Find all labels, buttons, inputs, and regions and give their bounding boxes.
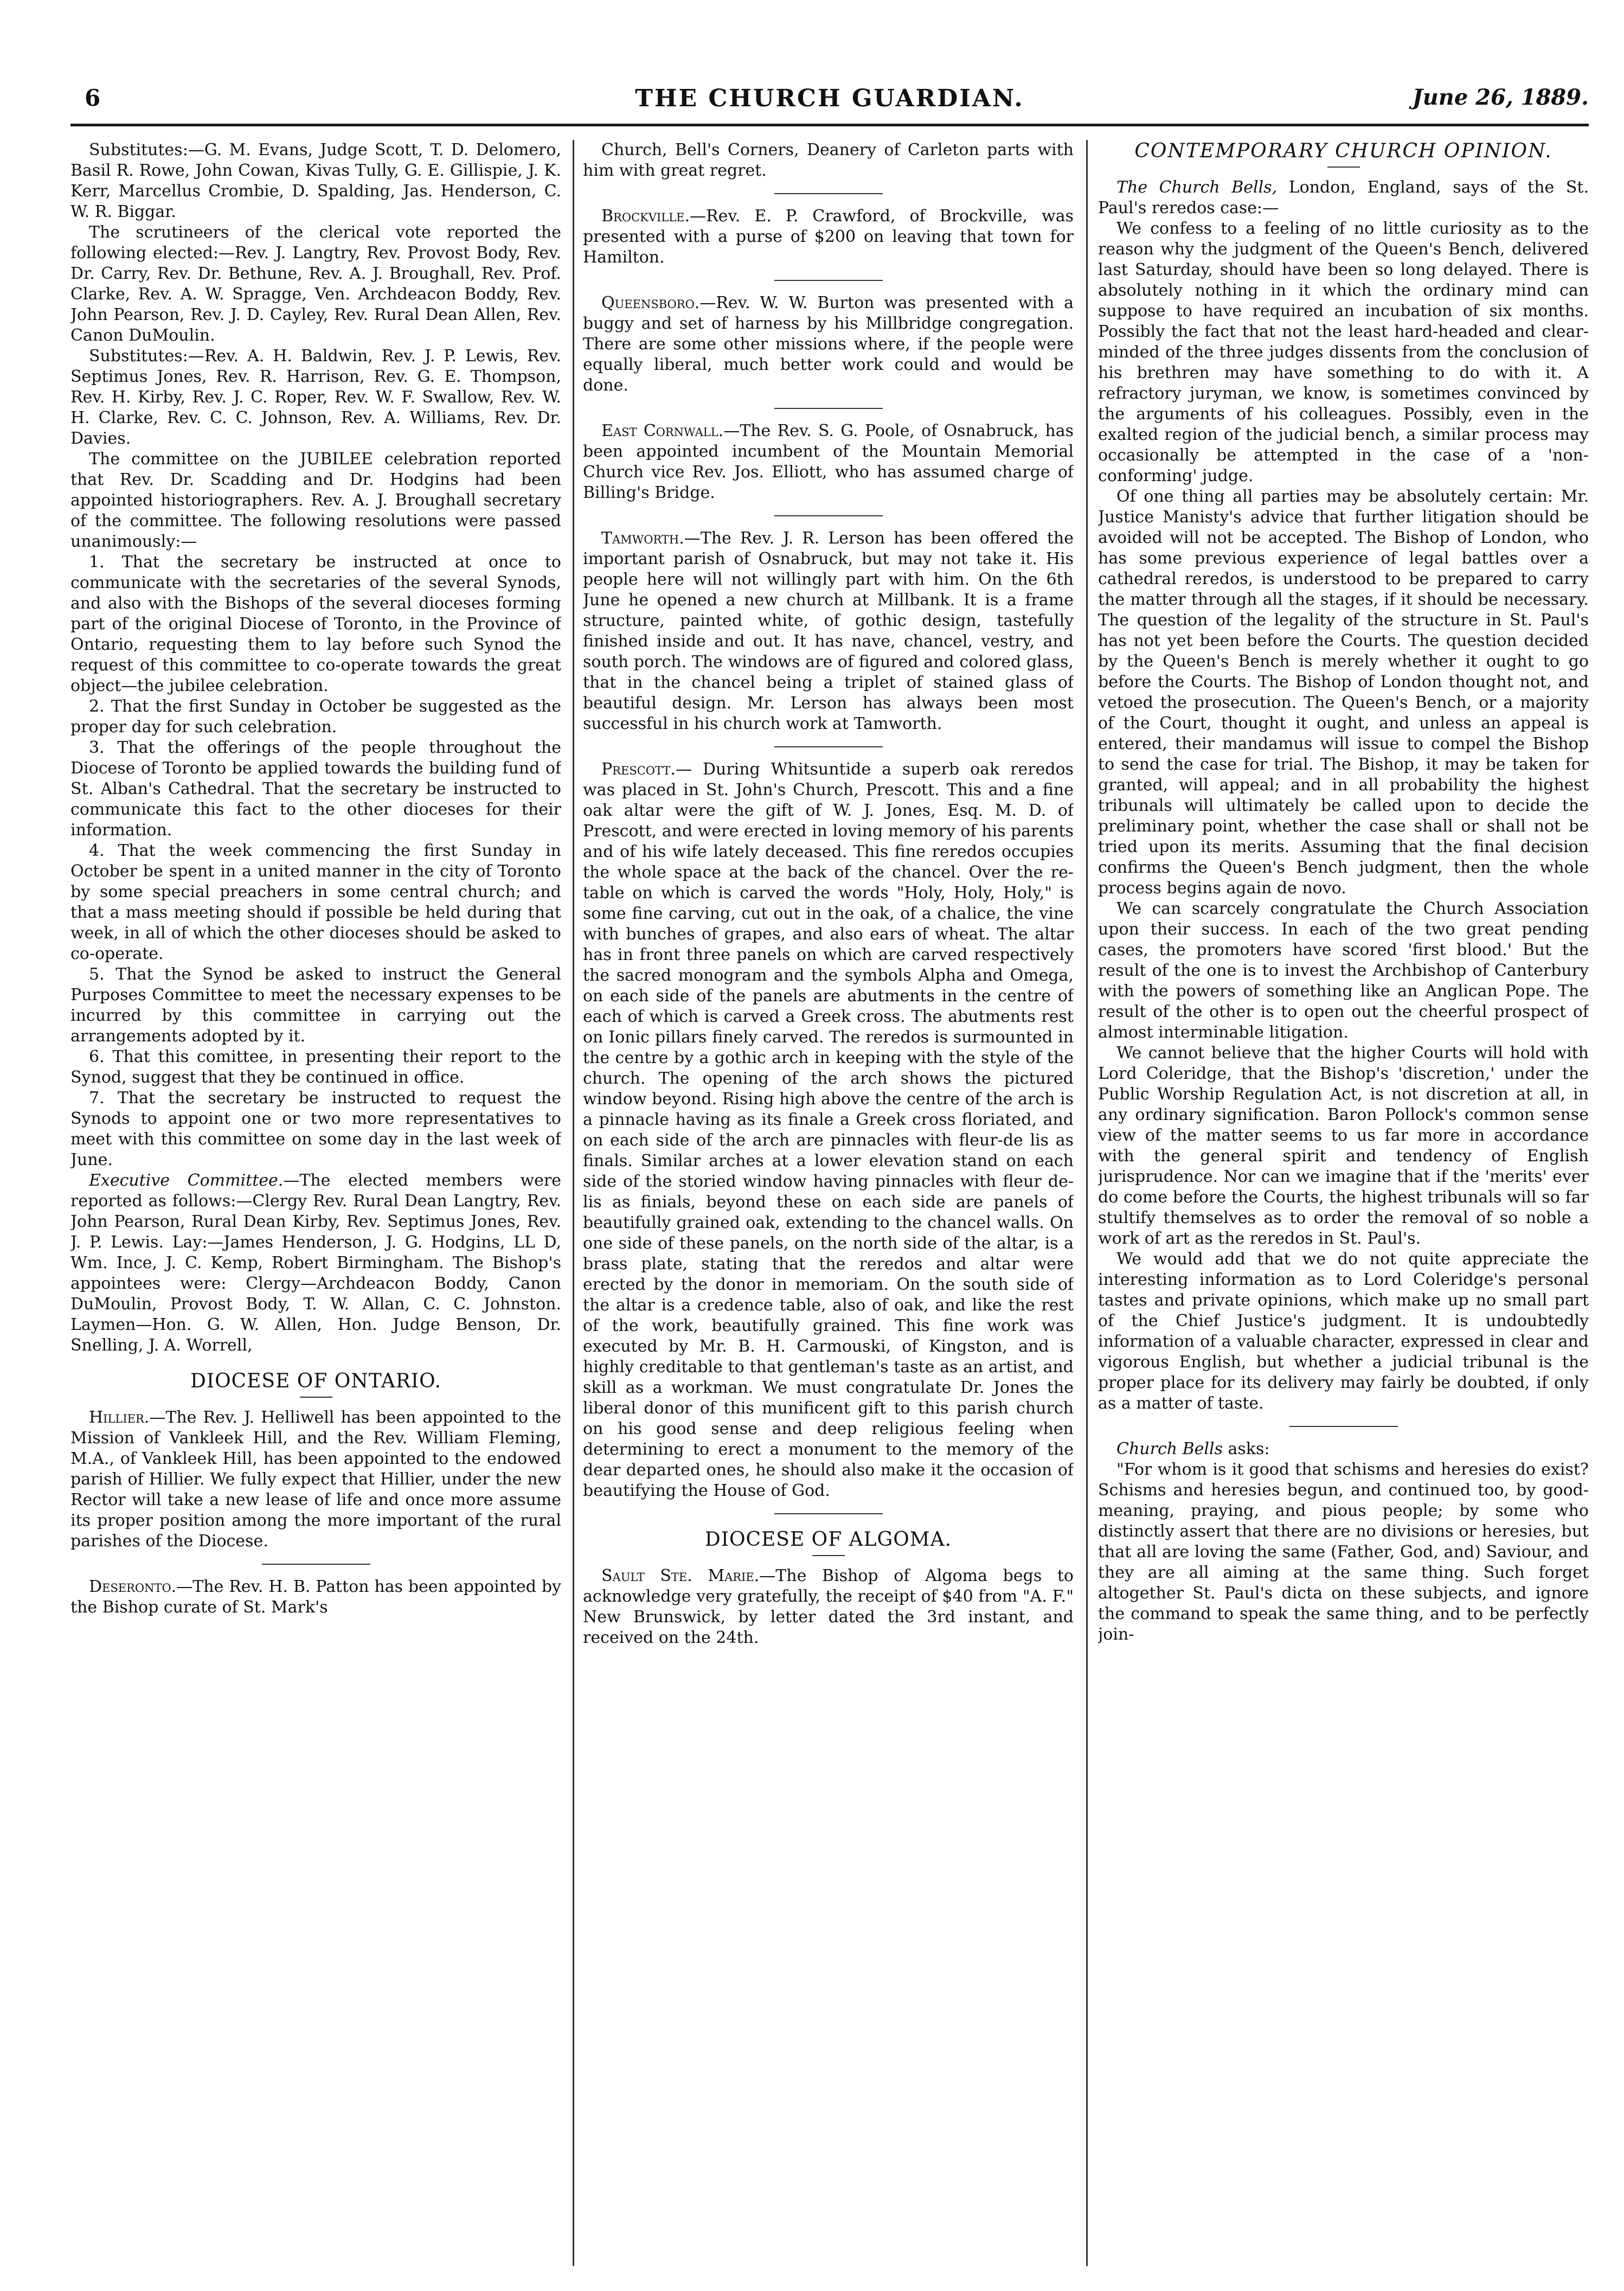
paragraph-body: —The Bishop of Algoma begs to acknowledge very gratefully, the receipt of $40 from "A. F." New Brunswick, by letter dated the 3rd instant, and received on the 24th. — [583, 1566, 1074, 1647]
paragraph: "For whom is it good that schisms and heresies do exist? Schisms and heresies begun, and continued too, by good-meaning, praying, and pious people; by some who distinctly assert that there are no divisions or heresies, but that all are loving the same (Father, God, and) Saviour, and they are all aiming at the same thing. Such forget altogether St. Paul's dicta on these subjects, and ignore the command to speak the same thing, and to be perfectly join- — [1098, 1460, 1589, 1644]
column-rule — [573, 140, 574, 2266]
paragraph-body: —Rev. W. W. Burton was presented with a buggy and set of harness by his Millbridge congregation. There are some other missions where, if the people were equally liberal, much better work could and would be done. — [583, 293, 1074, 395]
place-name: Brockville. — [601, 207, 690, 226]
columns — [70, 140, 1589, 2266]
divider — [774, 515, 883, 516]
publication-name: The Church Bells, — [1116, 178, 1278, 197]
news-item — [70, 1577, 561, 1618]
paragraph: The scrutineers of the clerical vote reported the following elected:—Rev. J. Langtry, Rev. Provost Body, Rev. Dr. Carry, Rev. Dr. Bethune, Rev. A. J. Broughall, Rev. Prof. Clarke, Rev. A. W. Spragge, Ven. Archdeacon Boddy, Rev. John Pearson, Rev. J. D. Cayley, Rev. Rural Dean Allen, Rev. Canon DuMoulin. — [70, 223, 561, 345]
paragraph-body: — During Whitsuntide a superb oak reredos was placed in St. John's Church, Prescott. This and a fine oak altar were the gift of W. J. Jones, Esq. M. D. of Prescott, and were erected in loving memory of his parents and of his wife lately deceased. This fine reredos occupies the whole space at the back of the chancel. Over the re-table on which is carved the words "Holy, Holy, Holy," is some fine carving, cut out in the oak, of a chalice, the vine with bunches of grapes, and also ears of wheat. The altar has in front three panels on which are carved respectively the sacred monogram and the symbols Alpha and Omega, on each side of the panels are abutments in the centre of each of which is carved a Greek cross. The abutments rest on Ionic pillars finely carved. The reredos is surmounted in the centre by a gothic arch in keeping with the style of the church. The opening of the arch shows the pictured window beyond. Rising high above the centre of the arch is a pinnacle having as its finale a Greek cross floriated, and on each side of the arch are pinnacles with fleur-de lis as finals. Similar arches at a lower elevation stand on each side of the storied window having pinnacles with fleur de-lis as finials, beyond these on each side are panels of beautifully grained oak, extending to the chancel walls. On one side of these panels, on the north side of the altar, is a brass plate, stating that the reredos and altar were erected by the donor in memoriam. On the south side of the altar is a credence table, also of oak, and like the rest of the work, beautifully grained. This fine work was executed by Mr. B. H. Carmouski, of Kingston, and is highly creditable to that gentleman's taste as an artist, and skill as a workman. We must congratulate Dr. Jones the liberal donor of this munificent gift to this parish church on his good sense and deep religious feeling when determining to erect a monument to the memory of the dear departed ones, he should also make it the occasion of beautifying the House of God. — [583, 760, 1074, 1500]
place-name: East Cornwall. — [601, 421, 724, 440]
news-item — [583, 528, 1074, 734]
place-name: Queensboro. — [601, 293, 700, 312]
column-rule — [1086, 140, 1088, 2266]
resolution: 5. That the Synod be asked to instruct the General Purposes Committee to meet the necessary expenses to be incurred by this committee in carrying out the arrangements adopted by it. — [70, 965, 561, 1046]
paragraph-body: —The Rev. J. Helliwell has been appointed to the Mission of Vankleek Hill, and the Rev. William Fleming, M.A., of Vankleek Hill, has been appointed to the endowed parish of Hillier. We fully expect that Hillier, under the new Rector will take a new lease of life and once more assume its proper position among the more important of the rural parishes of the Diocese. — [70, 1408, 561, 1551]
paragraph: We can scarcely congratulate the Church Association upon their success. In each of the two great pending cases, the promoters have scored 'first blood.' But the result of the one is to invest the Archbishop of Canterbury with the powers of something like an Anglican Pope. The result of the other is to open out the cheerful prospect of almost interminable litigation. — [1098, 899, 1589, 1042]
paragraph — [1098, 1439, 1589, 1460]
place-name: Sault Ste. Marie. — [601, 1566, 760, 1585]
place-name: Hillier. — [89, 1408, 150, 1427]
section-heading: DIOCESE OF ALGOMA. — [704, 1528, 952, 1551]
divider — [1289, 1426, 1398, 1427]
paper-name: THE CHURCH GUARDIAN. — [635, 85, 1024, 112]
resolution: 4. That the week commencing the first Sunday in October be spent in a united manner in the city of Toronto by some special preachers in some central church; and that a mass meeting should if possible be held during that week, in all of which the other dioceses should be asked to co-operate. — [70, 841, 561, 963]
paragraph-body: London, England, says of the St. Paul's reredos case:— — [1098, 178, 1589, 217]
paragraph — [70, 1170, 561, 1356]
paragraph — [1098, 177, 1589, 219]
divider — [812, 1555, 845, 1556]
paragraph-body: —The Rev. S. G. Poole, of Osnabruck, has been appointed incumbent of the Mountain Memorial Church vice Rev. Jos. Elliott, who has assumed charge of Billing's Bridge. — [583, 421, 1074, 502]
paragraph: The committee on the JUBILEE celebration reported that Rev. Dr. Scadding and Dr. Hodgins had been appointed historiographers. Rev. A. J. Broughall secretary of the committee. The following resolutions were passed unanimously:— — [70, 450, 561, 551]
section-heading: DIOCESE OF ONTARIO. — [190, 1370, 441, 1392]
place-name: Deseronto. — [89, 1577, 177, 1596]
place-name: Prescott. — [601, 760, 676, 779]
page-number: 6 — [85, 85, 101, 111]
divider — [300, 1397, 332, 1398]
news-item — [583, 1566, 1074, 1648]
paragraph: We confess to a feeling of no little curiosity as to the reason why the judgment of the Queen's Bench, delivered last Saturday, should have been so long delayed. There is absolutely nothing in it which the ordinary mind can suppose to have required an incubation of six months. Possibly the fact that not the least hard-headed and clear-minded of the three judges dissents from the conclusion of his brethren may have something to do with it. A refractory juryman, we know, is sometimes convinced by the arguments of his colleagues. Possibly, even in the exalted region of the judicial bench, a similar process may occasionally be attempted in the case of a 'non-conforming' judge. — [1098, 219, 1589, 485]
paragraph-body: —The elected members were reported as follows:—Clergy Rev. Rural Dean Langtry, Rev. John Pearson, Rural Dean Kirby, Rev. Septimus Jones, Rev. J. P. Lewis. Lay:—James Henderson, J. G. Hodgins, LL D, Wm. Ince, J. C. Kemp, Robert Birmingham. The Bishop's appointees were: Clergy—Archdeacon Boddy, Canon DuMoulin, Provost Body, T. W. Allan, C. C. Johnston. Laymen—Hon. G. W. Allen, Hon. Judge Benson, Dr. Snelling, J. A. Worrell, — [70, 1171, 561, 1355]
column-1 — [70, 140, 561, 2266]
news-item — [583, 759, 1074, 1501]
resolution: 6. That this comittee, in presenting their report to the Synod, suggest that they be continued in office. — [70, 1047, 561, 1087]
divider — [774, 1513, 883, 1514]
divider — [1327, 167, 1360, 168]
divider — [774, 746, 883, 747]
paragraph-lead: Executive Committee. — [89, 1171, 284, 1190]
paragraph: Church, Bell's Corners, Deanery of Carleton parts with him with great regret. — [583, 140, 1074, 180]
paragraph-body: —Rev. E. P. Crawford, of Brockville, was presented with a purse of $200 on leaving that town for Hamilton. — [583, 207, 1074, 267]
paragraph: Of one thing all parties may be absolutely certain: Mr. Justice Manisty's advice that further litigation should be avoided will not be accepted. The Bishop of London, who has some previous experience of legal battles over a cathedral reredos, is understood to be prepared to carry the matter through all the stages, if it should be necessary. The question of the legality of the structure in St. Paul's has not yet been before the Courts. The question decided by the Queen's Bench is merely whether it ought to go before the Courts. The Bishop of London thought not, and vetoed the prosecution. The Queen's Bench, or a majority of the Court, thought it ought, and unless an appeal is entered, their mandamus will issue to compel the Bishop to send the case for trial. The Bishop, it may be taken for granted, will appeal; and in all probability the highest tribunals will ultimately be called upon to decide the preliminary point, whether the case shall or shall not be tried upon its merits. Assuming that the final decision confirms the Queen's Bench judgment, then the whole process begins again de novo. — [1098, 487, 1589, 898]
column-3 — [1098, 140, 1589, 2266]
resolution: 1. That the secretary be instructed at once to communicate with the secretaries of the several Synods, and also with the Bishops of the several dioceses forming part of the original Diocese of Toronto, in the Province of Ontario, requesting them to lay before such Synod the request of this committee to co-operate towards the great object—the jubilee celebration. — [70, 553, 561, 695]
paragraph: Substitutes:—G. M. Evans, Judge Scott, T. D. Delomero, Basil R. Rowe, John Cowan, Kivas Tully, G. E. Gillispie, J. K. Kerr, Marcellus Crombie, D. Spalding, Jas. Henderson, C. W. R. Biggar. — [70, 140, 561, 221]
publication-name: Church Bells — [1116, 1439, 1223, 1458]
divider — [262, 1564, 370, 1565]
news-item — [583, 421, 1074, 503]
masthead — [70, 80, 1589, 126]
paragraph-body: —The Rev. H. B. Patton has been appointed by the Bishop curate of St. Mark's — [70, 1577, 561, 1617]
place-name: Tamworth. — [601, 529, 684, 548]
news-item — [583, 293, 1074, 396]
divider — [774, 280, 883, 281]
issue-date: June 26, 1889. — [1412, 85, 1589, 110]
resolution: 3. That the offerings of the people throughout the Diocese of Toronto be applied towards the building fund of St. Alban's Cathedral. That the secretary be instructed to communicate this fact to the other dioceses for their information. — [70, 738, 561, 840]
paragraph: We would add that we do not quite appreciate the interesting information as to Lord Coleridge's personal tastes and private opinions, which make up no small part of the Chief Justice's judgment. It is undoubtedly information of a valuable character, expressed in clear and vigorous English, but whether a judicial tribunal is the proper place for its delivery may fairly be doubted, if only as a matter of taste. — [1098, 1250, 1589, 1413]
news-item — [70, 1407, 561, 1552]
resolution: 2. That the first Sunday in October be suggested as the proper day for such celebration. — [70, 697, 561, 737]
paragraph: We cannot believe that the higher Courts will hold with Lord Coleridge, that the Bishop's 'discretion,' under the Public Worship Regulation Act, is not discretion at all, in any ordinary signification. Baron Pollock's common sense view of the matter seems to us far more in accordance with the general spirit and tendency of English jurisprudence. Nor can we imagine that if the 'merits' ever do come before the Courts, the highest tribunals will so far stultify themselves as to order the removal of so noble a work of art as the reredos in St. Paul's. — [1098, 1044, 1589, 1248]
divider — [774, 193, 883, 194]
divider — [774, 408, 883, 409]
paragraph: Substitutes:—Rev. A. H. Baldwin, Rev. J. P. Lewis, Rev. Septimus Jones, Rev. R. Harrison, Rev. G. E. Thompson, Rev. H. Kirby, Rev. J. C. Roper, Rev. W. F. Swallow, Rev. W. H. Clarke, Rev. C. C. Johnson, Rev. A. Williams, Rev. Dr. Davies. — [70, 347, 561, 448]
paragraph-body: —The Rev. J. R. Lerson has been offered the important parish of Osnabruck, but may not take it. His people here will not willingly part with him. On the 6th June he opened a new church at Millbank. It is a frame structure, painted white, of gothic design, tastefully finished inside and out. It has nave, chancel, vestry, and south porch. The windows are of figured and colored glass, that in the chancel being a triplet of stained glass of beautiful design. Mr. Lerson has always been most successful in his church work at Tamworth. — [583, 529, 1074, 733]
newspaper-page — [70, 80, 1589, 2271]
paragraph-body: asks: — [1222, 1439, 1270, 1458]
news-item — [583, 206, 1074, 268]
resolution: 7. That the secretary be instructed to request the Synods to appoint one or two more representatives to meet with this committee on some day in the last week of June. — [70, 1089, 561, 1169]
column-2 — [583, 140, 1074, 2266]
section-heading: CONTEMPORARY CHURCH OPINION. — [1134, 140, 1552, 162]
